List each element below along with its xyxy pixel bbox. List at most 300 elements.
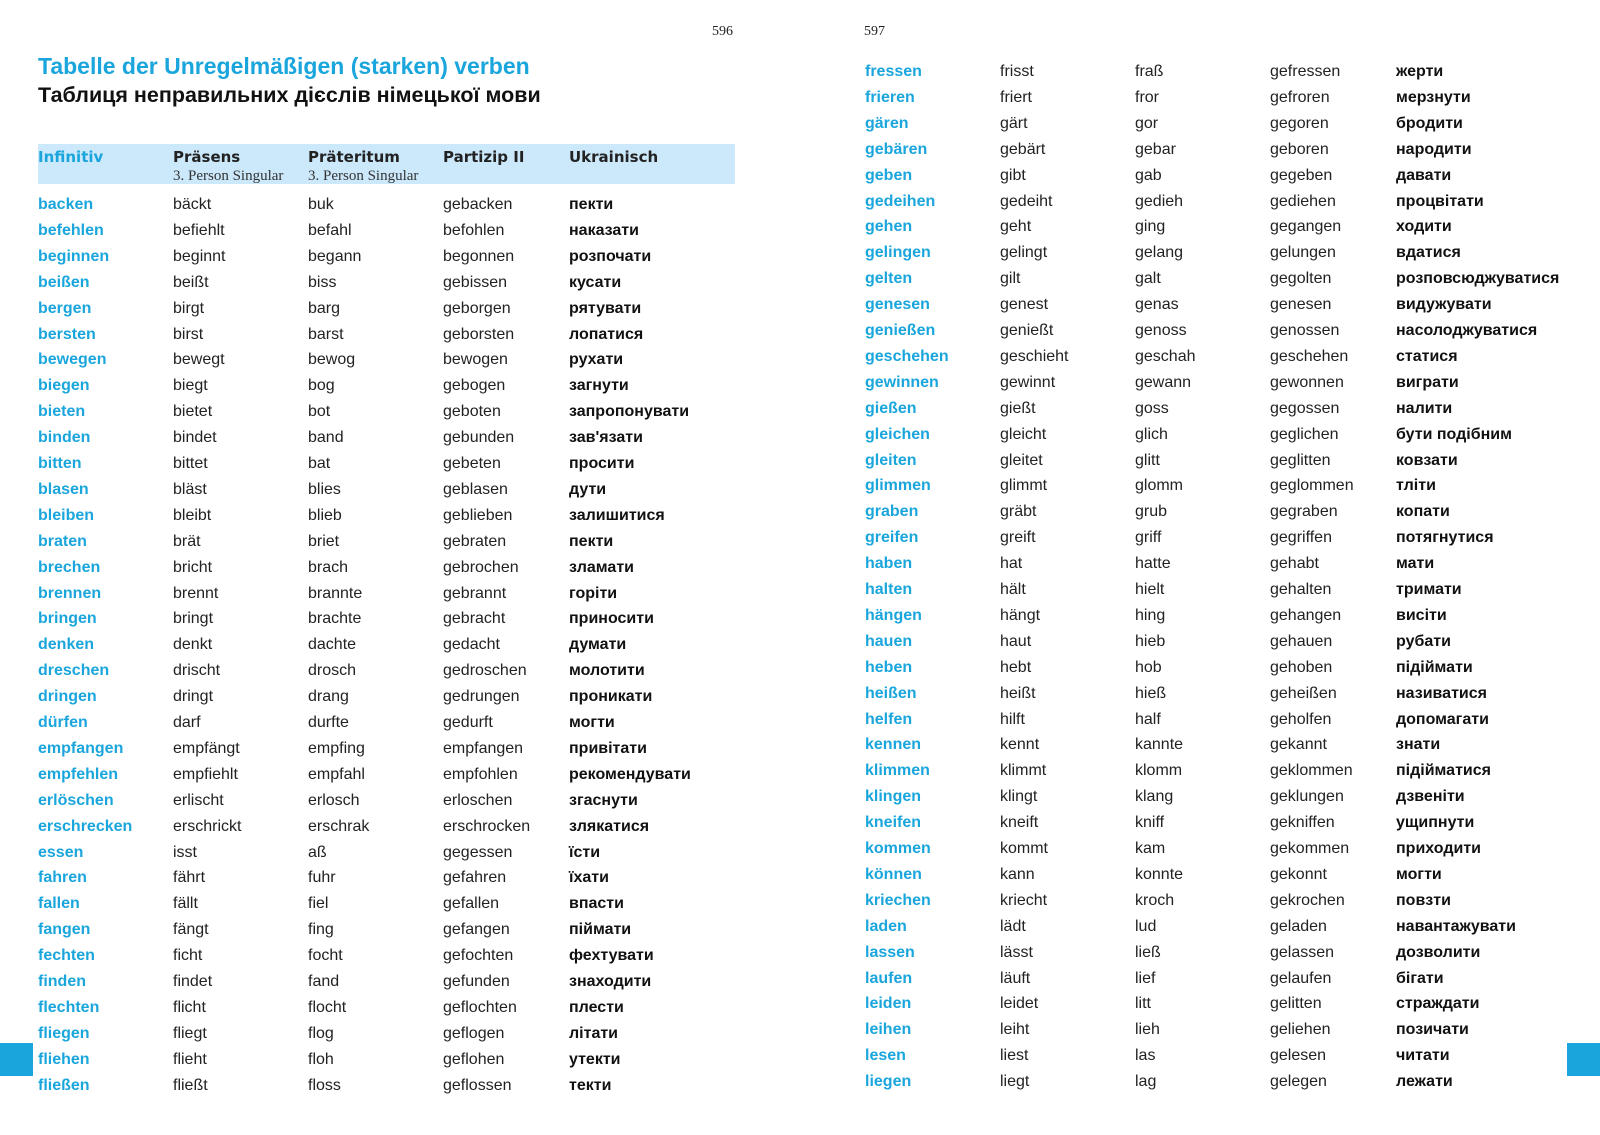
cell-partizip: gedurft bbox=[443, 714, 493, 731]
cell-infinitiv: dreschen bbox=[38, 662, 110, 680]
page-edge-tab-right bbox=[1567, 1043, 1600, 1076]
cell-praeteritum: empfahl bbox=[308, 765, 365, 783]
cell-partizip: gegangen bbox=[1270, 218, 1342, 236]
cell-infinitiv: gehen bbox=[865, 218, 913, 236]
cell-praesens: fängt bbox=[173, 921, 209, 939]
cell-partizip: gekniffen bbox=[1270, 814, 1335, 832]
cell-praesens: geschieht bbox=[1000, 347, 1069, 365]
cell-praeteritum: hob bbox=[1135, 658, 1162, 676]
cell-infinitiv: erschrecken bbox=[38, 817, 133, 835]
cell-praesens: darf bbox=[173, 714, 201, 731]
cell-infinitiv: befehlen bbox=[38, 221, 104, 239]
cell-partizip: empfohlen bbox=[443, 765, 518, 783]
cell-ukrainisch: зав'язати bbox=[569, 429, 643, 447]
cell-partizip: gefallen bbox=[443, 895, 500, 913]
cell-partizip: gebracht bbox=[443, 610, 506, 628]
cell-ukrainisch: думати bbox=[569, 636, 627, 654]
cell-ukrainisch: згаснути bbox=[569, 791, 638, 809]
cell-praeteritum: glich bbox=[1135, 425, 1168, 443]
cell-partizip: gebraten bbox=[443, 532, 507, 550]
cell-praeteritum: hielt bbox=[1135, 581, 1165, 598]
cell-praesens: gelingt bbox=[1000, 244, 1048, 262]
cell-partizip: geglichen bbox=[1270, 425, 1339, 443]
cell-infinitiv: frieren bbox=[865, 88, 915, 106]
cell-partizip: gekonnt bbox=[1270, 865, 1327, 883]
header-partizip: Partizip II bbox=[443, 148, 525, 166]
cell-ukrainisch: пекти bbox=[569, 532, 614, 550]
cell-partizip: geblieben bbox=[443, 506, 513, 524]
cell-praesens: hilft bbox=[1000, 710, 1025, 728]
cell-partizip: gefochten bbox=[443, 947, 514, 965]
cell-ukrainisch: могти bbox=[1396, 865, 1442, 883]
cell-partizip: gebunden bbox=[443, 429, 515, 447]
cell-ukrainisch: називатися bbox=[1396, 684, 1487, 702]
cell-ukrainisch: мати bbox=[1396, 555, 1435, 573]
cell-infinitiv: gären bbox=[865, 114, 909, 132]
cell-ukrainisch: рухати bbox=[569, 351, 624, 369]
cell-partizip: gelegen bbox=[1270, 1073, 1327, 1091]
cell-ukrainisch: потягнутися bbox=[1396, 529, 1494, 547]
cell-praesens: kneift bbox=[1000, 814, 1039, 832]
cell-ukrainisch: бродити bbox=[1396, 114, 1463, 132]
cell-ukrainisch: бігати bbox=[1396, 969, 1444, 987]
cell-partizip: befohlen bbox=[443, 221, 505, 239]
cell-infinitiv: fahren bbox=[38, 869, 87, 887]
cell-praeteritum: barg bbox=[308, 299, 341, 317]
cell-praesens: bringt bbox=[173, 610, 214, 628]
cell-infinitiv: blasen bbox=[38, 480, 89, 498]
cell-praeteritum: erlosch bbox=[308, 791, 360, 809]
cell-ukrainisch: вдатися bbox=[1396, 244, 1461, 262]
cell-praeteritum: geschah bbox=[1135, 347, 1196, 365]
cell-ukrainisch: підійматися bbox=[1396, 762, 1491, 780]
cell-praeteritum: bewog bbox=[308, 351, 356, 369]
cell-partizip: geboten bbox=[443, 403, 501, 421]
cell-partizip: geflossen bbox=[443, 1076, 512, 1094]
cell-ukrainisch: могти bbox=[569, 714, 615, 731]
cell-praeteritum: floh bbox=[308, 1050, 334, 1068]
cell-praeteritum: hing bbox=[1135, 606, 1166, 624]
cell-praeteritum: galt bbox=[1135, 270, 1161, 288]
cell-praesens: hält bbox=[1000, 581, 1026, 598]
cell-ukrainisch: видужувати bbox=[1396, 296, 1492, 314]
cell-infinitiv: bieten bbox=[38, 403, 86, 421]
cell-infinitiv: gleichen bbox=[865, 425, 930, 443]
cell-infinitiv: bitten bbox=[38, 455, 82, 472]
cell-partizip: gegessen bbox=[443, 843, 513, 861]
cell-ukrainisch: горіти bbox=[569, 584, 618, 602]
cell-ukrainisch: утекти bbox=[569, 1050, 621, 1068]
cell-ukrainisch: рубати bbox=[1396, 632, 1451, 650]
cell-praeteritum: fand bbox=[308, 973, 340, 990]
cell-praesens: beginnt bbox=[173, 247, 226, 265]
header-ukrainisch: Ukrainisch bbox=[569, 148, 659, 166]
cell-infinitiv: finden bbox=[38, 973, 86, 990]
cell-partizip: geborgen bbox=[443, 299, 511, 317]
cell-infinitiv: liegen bbox=[865, 1073, 912, 1091]
cell-partizip: gefroren bbox=[1270, 88, 1330, 106]
cell-praesens: bindet bbox=[173, 429, 217, 447]
cell-praesens: bietet bbox=[173, 403, 213, 421]
cell-ukrainisch: проникати bbox=[569, 688, 653, 706]
cell-partizip: gegriffen bbox=[1270, 529, 1332, 547]
cell-partizip: geschehen bbox=[1270, 347, 1349, 365]
cell-praeteritum: grub bbox=[1135, 503, 1168, 521]
cell-partizip: geflohen bbox=[443, 1050, 505, 1068]
cell-praeteritum: ließ bbox=[1135, 943, 1161, 961]
cell-ukrainisch: насолоджуватися bbox=[1396, 322, 1538, 339]
cell-partizip: gekommen bbox=[1270, 840, 1350, 857]
header-praeteritum-sub: 3. Person Singular bbox=[308, 168, 419, 184]
cell-partizip: erschrocken bbox=[443, 817, 531, 835]
cell-ukrainisch: загнути bbox=[569, 377, 629, 395]
cell-infinitiv: leiden bbox=[865, 995, 912, 1013]
cell-ukrainisch: читати bbox=[1396, 1047, 1450, 1065]
cell-praesens: flieht bbox=[173, 1050, 207, 1068]
cell-ukrainisch: ходити bbox=[1396, 218, 1452, 236]
cell-partizip: gelassen bbox=[1270, 943, 1335, 961]
cell-ukrainisch: тліти bbox=[1396, 477, 1436, 495]
cell-partizip: gedacht bbox=[443, 636, 500, 654]
cell-partizip: gefahren bbox=[443, 869, 507, 887]
cell-praeteritum: lud bbox=[1135, 917, 1157, 935]
cell-partizip: begonnen bbox=[443, 247, 515, 265]
cell-partizip: gewonnen bbox=[1270, 373, 1344, 391]
cell-infinitiv: bringen bbox=[38, 610, 97, 628]
cell-praeteritum: ging bbox=[1135, 218, 1166, 236]
cell-praesens: empfängt bbox=[173, 739, 240, 757]
cell-infinitiv: fangen bbox=[38, 921, 91, 939]
cell-praesens: gibt bbox=[1000, 166, 1026, 184]
cell-ukrainisch: злякатися bbox=[569, 817, 650, 835]
header-praesens-sub: 3. Person Singular bbox=[173, 168, 284, 184]
cell-praeteritum: lief bbox=[1135, 969, 1156, 987]
cell-ukrainisch: впасти bbox=[569, 895, 624, 913]
cell-ukrainisch: розповсюджуватися bbox=[1396, 270, 1560, 288]
cell-praesens: läuft bbox=[1000, 969, 1031, 987]
cell-praesens: friert bbox=[1000, 88, 1032, 106]
cell-ukrainisch: молотити bbox=[569, 662, 645, 680]
cell-praesens: birgt bbox=[173, 299, 205, 317]
cell-infinitiv: backen bbox=[38, 196, 94, 213]
cell-infinitiv: gleiten bbox=[865, 451, 917, 469]
cell-praeteritum: bat bbox=[308, 455, 331, 472]
cell-partizip: erloschen bbox=[443, 791, 513, 809]
cell-partizip: gebrannt bbox=[443, 584, 507, 602]
cell-praeteritum: drosch bbox=[308, 662, 357, 680]
cell-infinitiv: klimmen bbox=[865, 762, 930, 780]
cell-infinitiv: graben bbox=[865, 503, 919, 521]
cell-partizip: gekannt bbox=[1270, 736, 1327, 754]
cell-infinitiv: lesen bbox=[865, 1047, 906, 1065]
cell-praesens: fällt bbox=[173, 895, 198, 913]
cell-infinitiv: braten bbox=[38, 532, 87, 550]
cell-praesens: erschrickt bbox=[173, 817, 242, 835]
cell-praesens: genest bbox=[1000, 296, 1049, 314]
cell-infinitiv: laden bbox=[865, 917, 907, 935]
cell-partizip: gegoren bbox=[1270, 114, 1329, 132]
cell-ukrainisch: текти bbox=[569, 1076, 612, 1094]
cell-infinitiv: flechten bbox=[38, 998, 100, 1016]
cell-praeteritum: blies bbox=[308, 480, 341, 498]
cell-praeteritum: drang bbox=[308, 688, 349, 706]
cell-ukrainisch: просити bbox=[569, 455, 635, 472]
cell-praesens: fließt bbox=[173, 1076, 208, 1094]
cell-infinitiv: dringen bbox=[38, 688, 97, 706]
cell-praesens: isst bbox=[173, 843, 197, 861]
cell-ukrainisch: підіймати bbox=[1396, 658, 1473, 676]
cell-partizip: geklungen bbox=[1270, 788, 1344, 806]
cell-praesens: gilt bbox=[1000, 270, 1021, 288]
cell-praeteritum: durfte bbox=[308, 714, 349, 731]
cell-praesens: biegt bbox=[173, 377, 208, 395]
cell-ukrainisch: рекомендувати bbox=[569, 765, 691, 783]
cell-ukrainisch: жерти bbox=[1396, 63, 1444, 80]
cell-praeteritum: focht bbox=[308, 947, 343, 965]
cell-infinitiv: gelten bbox=[865, 270, 913, 288]
cell-praesens: klimmt bbox=[1000, 762, 1047, 780]
cell-praeteritum: fraß bbox=[1135, 63, 1164, 80]
cell-infinitiv: kennen bbox=[865, 736, 922, 754]
cell-praeteritum: genas bbox=[1135, 296, 1179, 314]
cell-infinitiv: gebären bbox=[865, 140, 928, 158]
cell-praesens: bewegt bbox=[173, 351, 225, 369]
cell-ukrainisch: дозволити bbox=[1396, 943, 1481, 961]
cell-infinitiv: laufen bbox=[865, 969, 913, 987]
cell-partizip: gelesen bbox=[1270, 1047, 1327, 1065]
cell-praesens: drischt bbox=[173, 662, 221, 680]
cell-infinitiv: kommen bbox=[865, 840, 931, 857]
cell-praesens: gießt bbox=[1000, 399, 1036, 417]
page-number-right: 597 bbox=[864, 24, 885, 39]
cell-praesens: genießt bbox=[1000, 322, 1054, 339]
cell-infinitiv: denken bbox=[38, 636, 95, 654]
cell-partizip: gefangen bbox=[443, 921, 510, 939]
cell-infinitiv: können bbox=[865, 865, 922, 883]
cell-ukrainisch: плести bbox=[569, 998, 624, 1016]
cell-infinitiv: erlöschen bbox=[38, 791, 114, 809]
cell-praeteritum: begann bbox=[308, 247, 362, 265]
cell-infinitiv: beginnen bbox=[38, 247, 110, 265]
cell-infinitiv: geben bbox=[865, 166, 913, 184]
cell-partizip: genossen bbox=[1270, 322, 1340, 339]
cell-praeteritum: briet bbox=[308, 532, 340, 550]
cell-praesens: haut bbox=[1000, 632, 1032, 650]
cell-infinitiv: bleiben bbox=[38, 506, 95, 524]
cell-praeteritum: barst bbox=[308, 325, 344, 343]
cell-partizip: gehalten bbox=[1270, 581, 1332, 598]
cell-praeteritum: befahl bbox=[308, 221, 352, 239]
cell-partizip: gelungen bbox=[1270, 244, 1336, 262]
cell-infinitiv: bewegen bbox=[38, 351, 107, 369]
cell-infinitiv: gelingen bbox=[865, 244, 931, 262]
header-praesens: Präsens 3. Person Singular bbox=[173, 148, 284, 184]
cell-ukrainisch: статися bbox=[1396, 347, 1458, 365]
cell-praesens: findet bbox=[173, 973, 213, 990]
cell-praesens: erlischt bbox=[173, 791, 224, 809]
cell-praeteritum: goss bbox=[1135, 399, 1169, 417]
page-title-ukrainian: Таблиця неправильних дієслів німецької мови bbox=[38, 83, 541, 107]
cell-infinitiv: biegen bbox=[38, 377, 90, 395]
cell-infinitiv: fließen bbox=[38, 1076, 90, 1094]
cell-praeteritum: erschrak bbox=[308, 817, 370, 835]
cell-partizip: geladen bbox=[1270, 917, 1327, 935]
cell-infinitiv: fechten bbox=[38, 947, 95, 965]
cell-praeteritum: half bbox=[1135, 710, 1161, 728]
cell-ukrainisch: літати bbox=[569, 1024, 619, 1042]
cell-partizip: geglitten bbox=[1270, 451, 1331, 469]
cell-praeteritum: fror bbox=[1135, 88, 1159, 106]
cell-praeteritum: kniff bbox=[1135, 814, 1165, 832]
cell-partizip: gediehen bbox=[1270, 192, 1336, 210]
cell-infinitiv: gedeihen bbox=[865, 192, 936, 210]
cell-praeteritum: fiel bbox=[308, 895, 329, 913]
cell-partizip: gegraben bbox=[1270, 503, 1338, 521]
header-infinitiv: Infinitiv bbox=[38, 148, 104, 166]
cell-infinitiv: heben bbox=[865, 658, 913, 676]
cell-praesens: liest bbox=[1000, 1047, 1029, 1065]
table-header bbox=[38, 144, 735, 184]
cell-infinitiv: dürfen bbox=[38, 714, 88, 731]
cell-praesens: hebt bbox=[1000, 658, 1032, 676]
cell-praesens: brät bbox=[173, 532, 201, 550]
cell-praesens: brennt bbox=[173, 584, 219, 602]
cell-infinitiv: genießen bbox=[865, 322, 936, 339]
cell-infinitiv: heißen bbox=[865, 684, 917, 702]
cell-praeteritum: kam bbox=[1135, 840, 1166, 857]
cell-infinitiv: empfehlen bbox=[38, 765, 119, 783]
cell-ukrainisch: кусати bbox=[569, 273, 622, 291]
cell-praesens: gleicht bbox=[1000, 425, 1047, 443]
cell-ukrainisch: залишитися bbox=[569, 506, 665, 524]
cell-infinitiv: hängen bbox=[865, 606, 922, 624]
cell-praesens: geht bbox=[1000, 218, 1032, 236]
cell-partizip: gebogen bbox=[443, 377, 506, 395]
page-edge-tab-left bbox=[0, 1043, 33, 1076]
cell-ukrainisch: мерзнути bbox=[1396, 88, 1471, 106]
cell-praesens: dringt bbox=[173, 688, 214, 706]
cell-praeteritum: gor bbox=[1135, 114, 1159, 132]
cell-partizip: gebacken bbox=[443, 196, 513, 213]
cell-praesens: gedeiht bbox=[1000, 192, 1053, 210]
cell-ukrainisch: налити bbox=[1396, 399, 1453, 417]
cell-partizip: gebrochen bbox=[443, 558, 519, 576]
cell-infinitiv: bergen bbox=[38, 299, 92, 317]
cell-ukrainisch: тримати bbox=[1396, 581, 1462, 598]
cell-infinitiv: lassen bbox=[865, 943, 915, 961]
cell-partizip: gegeben bbox=[1270, 166, 1333, 184]
cell-partizip: geflochten bbox=[443, 998, 517, 1016]
cell-praeteritum: hieb bbox=[1135, 632, 1166, 650]
cell-partizip: gekrochen bbox=[1270, 891, 1345, 909]
cell-infinitiv: fliehen bbox=[38, 1050, 90, 1068]
cell-partizip: gedrungen bbox=[443, 688, 520, 706]
cell-ukrainisch: приносити bbox=[569, 610, 654, 628]
cell-infinitiv: kneifen bbox=[865, 814, 922, 832]
cell-praesens: bläst bbox=[173, 480, 207, 498]
cell-praeteritum: gedieh bbox=[1135, 192, 1184, 210]
cell-praeteritum: glomm bbox=[1135, 477, 1184, 495]
cell-praeteritum: klang bbox=[1135, 788, 1174, 806]
cell-infinitiv: brennen bbox=[38, 584, 102, 602]
cell-infinitiv: binden bbox=[38, 429, 91, 447]
cell-ukrainisch: лежати bbox=[1396, 1073, 1453, 1091]
cell-praeteritum: gewann bbox=[1135, 373, 1192, 391]
cell-partizip: genesen bbox=[1270, 296, 1332, 314]
cell-praesens: glimmt bbox=[1000, 477, 1048, 495]
cell-infinitiv: geschehen bbox=[865, 347, 949, 365]
cell-praeteritum: brannte bbox=[308, 584, 363, 602]
cell-ukrainisch: фехтувати bbox=[569, 947, 654, 965]
cell-praeteritum: blieb bbox=[308, 506, 342, 524]
cell-partizip: gefunden bbox=[443, 973, 510, 990]
cell-praesens: bittet bbox=[173, 455, 208, 472]
cell-praesens: gräbt bbox=[1000, 503, 1037, 521]
cell-partizip: geliehen bbox=[1270, 1021, 1331, 1039]
cell-infinitiv: gießen bbox=[865, 399, 917, 417]
cell-ukrainisch: процвітати bbox=[1396, 192, 1484, 210]
cell-praeteritum: flocht bbox=[308, 998, 347, 1016]
cell-partizip: gelaufen bbox=[1270, 969, 1332, 987]
cell-ukrainisch: знаходити bbox=[569, 973, 652, 990]
cell-praesens: gärt bbox=[1000, 114, 1028, 132]
cell-ukrainisch: зламати bbox=[569, 558, 634, 576]
cell-ukrainisch: позичати bbox=[1396, 1021, 1469, 1039]
cell-partizip: gegolten bbox=[1270, 270, 1332, 288]
page-number-left: 596 bbox=[712, 24, 733, 39]
cell-infinitiv: hauen bbox=[865, 632, 913, 650]
cell-praesens: gleitet bbox=[1000, 451, 1043, 469]
cell-praeteritum: lag bbox=[1135, 1073, 1157, 1091]
cell-praesens: denkt bbox=[173, 636, 213, 654]
cell-ukrainisch: навантажувати bbox=[1396, 917, 1516, 935]
cell-praeteritum: hatte bbox=[1135, 555, 1171, 573]
cell-praeteritum: griff bbox=[1135, 529, 1162, 547]
cell-infinitiv: brechen bbox=[38, 558, 101, 576]
cell-praesens: lässt bbox=[1000, 943, 1033, 961]
cell-praeteritum: biss bbox=[308, 273, 337, 291]
cell-praeteritum: las bbox=[1135, 1047, 1156, 1065]
cell-praeteritum: buk bbox=[308, 196, 334, 213]
cell-praesens: fliegt bbox=[173, 1024, 207, 1042]
cell-praesens: greift bbox=[1000, 529, 1036, 547]
cell-partizip: geflogen bbox=[443, 1024, 505, 1042]
cell-infinitiv: beißen bbox=[38, 273, 90, 291]
cell-infinitiv: gewinnen bbox=[865, 373, 939, 391]
cell-praesens: kann bbox=[1000, 865, 1035, 883]
cell-praeteritum: brach bbox=[308, 558, 349, 576]
cell-praesens: liegt bbox=[1000, 1073, 1030, 1091]
cell-praesens: ficht bbox=[173, 947, 203, 965]
cell-ukrainisch: рятувати bbox=[569, 299, 642, 317]
cell-praesens: kommt bbox=[1000, 840, 1048, 857]
cell-infinitiv: genesen bbox=[865, 296, 930, 314]
cell-ukrainisch: бути подібним bbox=[1396, 425, 1512, 443]
cell-praeteritum: band bbox=[308, 429, 344, 447]
cell-ukrainisch: дзвеніти bbox=[1396, 788, 1465, 806]
cell-praeteritum: flog bbox=[308, 1024, 334, 1042]
cell-partizip: gelitten bbox=[1270, 995, 1322, 1013]
cell-praesens: fährt bbox=[173, 869, 206, 887]
cell-praeteritum: klomm bbox=[1135, 762, 1183, 780]
cell-infinitiv: fressen bbox=[865, 63, 922, 80]
cell-ukrainisch: ковзати bbox=[1396, 451, 1458, 469]
cell-praesens: bricht bbox=[173, 558, 213, 576]
cell-partizip: gehauen bbox=[1270, 632, 1333, 650]
cell-ukrainisch: пекти bbox=[569, 196, 614, 213]
cell-ukrainisch: дути bbox=[569, 480, 607, 498]
cell-partizip: gehangen bbox=[1270, 606, 1342, 624]
